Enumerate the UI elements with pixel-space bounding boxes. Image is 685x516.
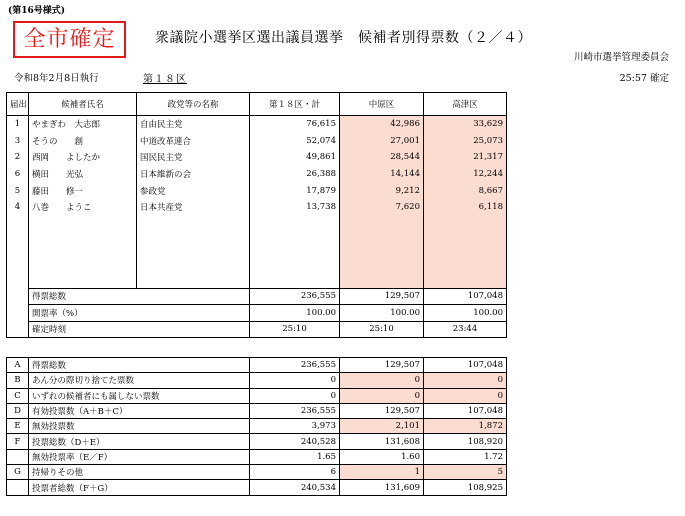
table-row — [7, 166, 507, 183]
summary-label: 得票総数 — [29, 288, 250, 305]
header-party: 政党等の名称 — [137, 93, 250, 116]
party-name: 日本共産党 — [137, 199, 250, 216]
row-nakahara: 129,507 — [340, 403, 424, 418]
row-key: D — [7, 403, 29, 418]
takatsu-votes: 25,073 — [424, 133, 507, 150]
row-takatsu: 0 — [424, 388, 507, 403]
table-row — [7, 149, 507, 166]
row-total: 240,534 — [250, 480, 340, 495]
row-takatsu: 5 — [424, 465, 507, 480]
table-row — [7, 116, 507, 133]
takatsu-votes: 33,629 — [424, 116, 507, 133]
row-key: A — [7, 358, 29, 373]
table-row — [7, 288, 507, 305]
table-row — [7, 133, 507, 150]
table-row — [7, 403, 507, 418]
row-nakahara: 131,608 — [340, 434, 424, 449]
candidate-name: 八巻 ようこ — [29, 199, 137, 216]
row-takatsu: 1,872 — [424, 419, 507, 434]
summary-total: 236,555 — [250, 288, 340, 305]
row-label: いずれの候補者にも属しない票数 — [29, 388, 250, 403]
row-label: 得票総数 — [29, 358, 250, 373]
row-nakahara: 2,101 — [340, 419, 424, 434]
header-no: 届出 — [7, 93, 29, 116]
row-takatsu: 108,925 — [424, 480, 507, 495]
table-row — [7, 419, 507, 434]
district-link[interactable]: 第１８区 — [143, 74, 187, 85]
party-name: 自由民主党 — [137, 116, 250, 133]
nakahara-votes: 28,544 — [340, 149, 424, 166]
header-takatsu: 高津区 — [424, 93, 507, 116]
header-total: 第１８区・計 — [250, 93, 340, 116]
table-row — [7, 321, 507, 338]
summary-nakahara: 100.00 — [340, 305, 424, 322]
row-label: 投票総数（D＋E） — [29, 434, 250, 449]
candidate-no: 5 — [14, 185, 21, 196]
row-key — [7, 480, 29, 495]
candidate-name: やまぎわ 大志郎 — [29, 116, 137, 133]
table-row — [7, 305, 507, 322]
row-label: 無効投票率（E／F） — [29, 449, 250, 464]
row-key: G — [7, 465, 29, 480]
table-row — [7, 434, 507, 449]
party-name: 中道改革連合 — [137, 133, 250, 150]
table-row — [7, 358, 507, 373]
nakahara-votes: 42,986 — [340, 116, 424, 133]
row-takatsu: 107,048 — [424, 358, 507, 373]
row-label: あん分の際切り捨てた票数 — [29, 373, 250, 388]
summary-nakahara: 25:10 — [340, 321, 424, 338]
candidate-name: 横田 光弘 — [29, 166, 137, 183]
nakahara-votes: 9,212 — [340, 182, 424, 199]
party-name: 日本維新の会 — [137, 166, 250, 183]
candidate-name: そうの 創 — [29, 133, 137, 150]
row-nakahara: 0 — [340, 388, 424, 403]
vote-summary-table — [6, 357, 507, 496]
summary-total: 100.00 — [250, 305, 340, 322]
table-header-row — [7, 93, 507, 116]
takatsu-votes: 12,244 — [424, 166, 507, 183]
row-total: 236,555 — [250, 403, 340, 418]
empty-cell — [7, 305, 29, 322]
row-takatsu: 1.72 — [424, 449, 507, 464]
total-votes: 13,738 — [250, 199, 340, 216]
table-row — [7, 373, 507, 388]
candidate-results-table — [6, 92, 507, 338]
candidate-no: 6 — [14, 169, 21, 180]
candidate-no: 1 — [14, 119, 21, 130]
execution-date: 令和8年2月8日執行 — [14, 73, 99, 84]
empty-cell — [340, 216, 424, 289]
takatsu-votes: 6,118 — [424, 199, 507, 216]
empty-cell — [250, 216, 340, 289]
row-total: 3,973 — [250, 419, 340, 434]
candidate-name: 藤田 修一 — [29, 182, 137, 199]
summary-takatsu: 107,048 — [424, 288, 507, 305]
header-nakahara: 中原区 — [340, 93, 424, 116]
summary-nakahara: 129,507 — [340, 288, 424, 305]
takatsu-votes: 21,317 — [424, 149, 507, 166]
summary-takatsu: 100.00 — [424, 305, 507, 322]
confirmed-stamp: 全市確定 — [13, 21, 126, 58]
page-title: 衆議院小選挙区選出議員選挙 候補者別得票数（２／４） — [155, 30, 532, 46]
row-total: 240,528 — [250, 434, 340, 449]
committee-name: 川崎市選挙管理委員会 — [573, 52, 669, 63]
takatsu-votes: 8,667 — [424, 182, 507, 199]
row-nakahara: 129,507 — [340, 358, 424, 373]
row-nakahara: 1.60 — [340, 449, 424, 464]
total-votes: 17,879 — [250, 182, 340, 199]
row-label: 持帰りその他 — [29, 465, 250, 480]
row-total: 0 — [250, 388, 340, 403]
empty-cell — [7, 321, 29, 338]
row-takatsu: 0 — [424, 373, 507, 388]
row-total: 1.65 — [250, 449, 340, 464]
empty-cell — [7, 216, 29, 289]
total-votes: 76,615 — [250, 116, 340, 133]
row-nakahara: 131,609 — [340, 480, 424, 495]
row-takatsu: 108,920 — [424, 434, 507, 449]
row-key — [7, 449, 29, 464]
row-nakahara: 1 — [340, 465, 424, 480]
row-total: 236,555 — [250, 358, 340, 373]
total-votes: 52,074 — [250, 133, 340, 150]
row-key: F — [7, 434, 29, 449]
table-row — [7, 449, 507, 464]
form-number-label: (第16号様式) — [8, 6, 66, 16]
empty-cell — [29, 216, 137, 289]
nakahara-votes: 27,001 — [340, 133, 424, 150]
row-key: C — [7, 388, 29, 403]
empty-cell — [424, 216, 507, 289]
row-total: 6 — [250, 465, 340, 480]
header-name: 候補者氏名 — [29, 93, 137, 116]
total-votes: 49,861 — [250, 149, 340, 166]
row-nakahara: 0 — [340, 373, 424, 388]
row-key: B — [7, 373, 29, 388]
party-name: 参政党 — [137, 182, 250, 199]
nakahara-votes: 7,620 — [340, 199, 424, 216]
summary-label: 開票率（%） — [29, 305, 250, 322]
table-row — [7, 199, 507, 216]
row-takatsu: 107,048 — [424, 403, 507, 418]
summary-total: 25:10 — [250, 321, 340, 338]
table-row — [7, 480, 507, 495]
row-label: 投票者総数（F＋G） — [29, 480, 250, 495]
row-key: E — [7, 419, 29, 434]
row-label: 有効投票数（A＋B＋C） — [29, 403, 250, 418]
table-row — [7, 465, 507, 480]
confirm-time: 25:57 確定 — [619, 73, 669, 84]
summary-takatsu: 23:44 — [424, 321, 507, 338]
empty-cell — [7, 288, 29, 305]
empty-rows — [7, 216, 507, 289]
row-total: 0 — [250, 373, 340, 388]
table-row — [7, 388, 507, 403]
party-name: 国民民主党 — [137, 149, 250, 166]
table-row — [7, 182, 507, 199]
candidate-name: 西岡 よしたか — [29, 149, 137, 166]
candidate-no: 3 — [14, 135, 21, 146]
empty-cell — [137, 216, 250, 289]
total-votes: 26,388 — [250, 166, 340, 183]
candidate-no: 2 — [14, 152, 21, 163]
row-label: 無効投票数 — [29, 419, 250, 434]
nakahara-votes: 14,144 — [340, 166, 424, 183]
summary-label: 確定時刻 — [29, 321, 250, 338]
candidate-no: 4 — [14, 202, 21, 213]
